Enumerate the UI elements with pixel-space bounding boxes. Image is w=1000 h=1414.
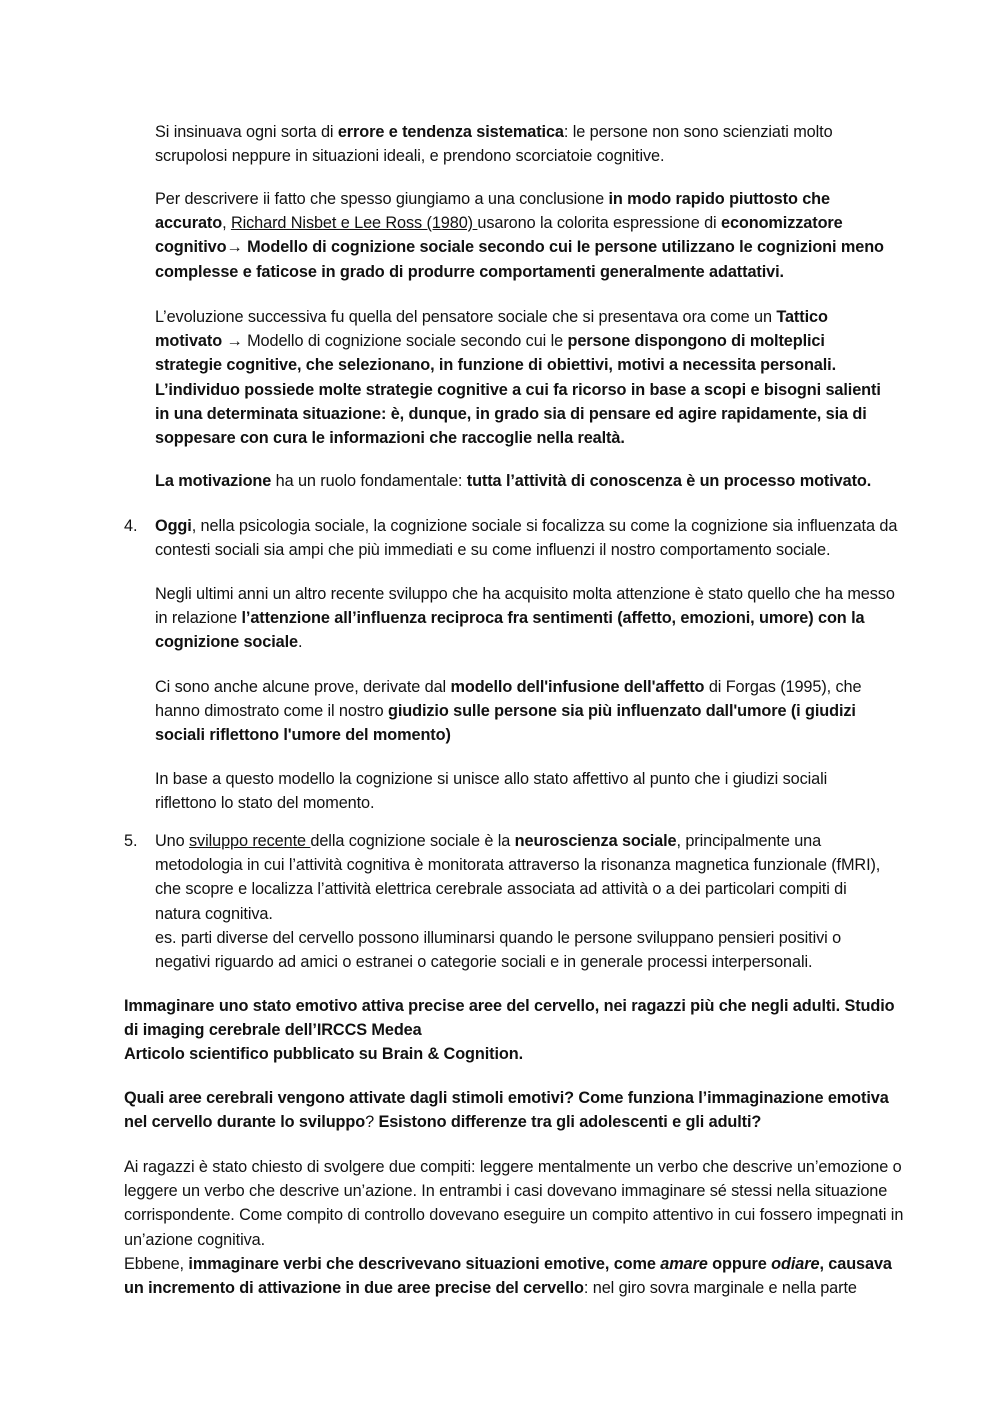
paragraph-motivazione: La motivazione ha un ruolo fondamentale: tutta l’attività di conoscenza è un processo motivato. bbox=[155, 472, 872, 490]
list-number-4: 4. bbox=[124, 517, 138, 535]
paragraph-stato-affettivo: In base a questo modello la cognizione si unisce allo stato affettivo al punto che i giudizi sociali riflettono lo stato del momento. bbox=[155, 770, 828, 813]
paragraph-errore-sistematico: Si insinuava ogni sorta di errore e tendenza sistematica: le persone non sono scienziati molto scrupolosi neppure in situazioni ideali, e prendono scorciatoie cognitive. bbox=[155, 123, 833, 166]
list-number-5: 5. bbox=[124, 832, 138, 850]
list-item-neuroscienza: Uno sviluppo recente della cognizione sociale è la neuroscienza sociale, principalmente una metodologia in cui l’attività cognitiva è monitorata attraverso la risonanza magnetica funzionale (fMRI), che scopre e localizza l’attività elettrica cerebrale associata ad attività o a dei particolari compiti di natura cognitiva. es. parti diverse del cervello possono illuminarsi quando le persone sviluppano pensieri positivi o negativi riguardo ad amici o estranei o categorie sociali e in generale processi interpersonali. bbox=[155, 832, 881, 972]
paragraph-economizzatore-cognitivo: Per descrivere ii fatto che spesso giungiamo a una conclusione in modo rapido piuttosto che accurato, Richard Nisbet e Lee Ross (1980) usarono la colorita espressione di economizzatore cognitivo→ Modello di cognizione sociale secondo cui Ie persone utilizzano le cognizioni meno complesse e faticose in grado di produrre comportamenti generalmente adattativi. bbox=[155, 190, 884, 281]
right-arrow-icon: → bbox=[226, 332, 243, 351]
right-arrow-icon: → bbox=[226, 238, 243, 257]
paragraph-infusione-affetto: Ci sono anche alcune prove, derivate dal modello dell'infusione dell'affetto di Forgas (1995), che hanno dimostrato come il nostro giudizio sulle persone sia più influenzato dall'umore (i giudizi sociali riflettono l'umore del momento) bbox=[155, 678, 862, 745]
paragraph-compiti: Ai ragazzi è stato chiesto di svolgere due compiti: leggere mentalmente un verbo che descrive un’emozione o leggere un verbo che descrive un’azione. In entrambi i casi dovevano immaginare sé stessi nella situazione corrispondente. Come compito di controllo dovevano eseguire un compito attentivo in cui fossero impegnati in un’azione cognitiva. Ebbene, immaginare verbi che descrivevano situazioni emotive, come amare oppure odiare, causava un incremento di attivazione in due aree precise del cervello: nel giro sovra marginale e nella parte bbox=[124, 1158, 904, 1298]
paragraph-tattico-motivato: L’evoluzione successiva fu quella del pensatore sociale che si presentava ora come un Tattico motivato → Modello di cognizione sociale secondo cui le persone dispongono di molteplici strategie cognitive, che selezionano, in funzione di obiettivi, motivi a necessita personali. L’individuo possiede molte strategie cognitive a cui fa ricorso in base a scopi e bisogni salienti in una determinata situazione: è, dunque, in grado sia di pensare ed agire rapidamente, sia di soppesare con cura le informazioni che raccoglie nella realtà. bbox=[155, 308, 881, 448]
paragraph-influenza-reciproca: Negli ultimi anni un altro recente sviluppo che ha acquisito molta attenzione è stato quello che ha messo in relazione l’attenzione all’influenza reciproca fra sentimenti (affetto, emozioni, umore) con la cognizione sociale. bbox=[155, 585, 895, 652]
citation-nisbet-ross: Richard Nisbet e Lee Ross (1980) bbox=[230, 214, 478, 233]
heading-studio-imaging: Immaginare uno stato emotivo attiva precise aree del cervello, nei ragazzi più che negli adulti. Studio di imaging cerebrale dell’IRCCS Medea Articolo scientifico pubblicato su Brain & Cognition. bbox=[124, 997, 895, 1064]
heading-domande: Quali aree cerebrali vengono attivate dagli stimoli emotivi? Come funziona l’immaginazione emotiva nel cervello durante lo sviluppo? Esistono differenze tra gli adolescenti e gli adulti? bbox=[124, 1089, 889, 1132]
list-item-oggi: Oggi, nella psicologia sociale, la cognizione sociale si focalizza su come la cognizione sia influenzata da contesti sociali sia ampi che più immediati e su come influenzi il nostro comportamento sociale. bbox=[155, 517, 898, 560]
